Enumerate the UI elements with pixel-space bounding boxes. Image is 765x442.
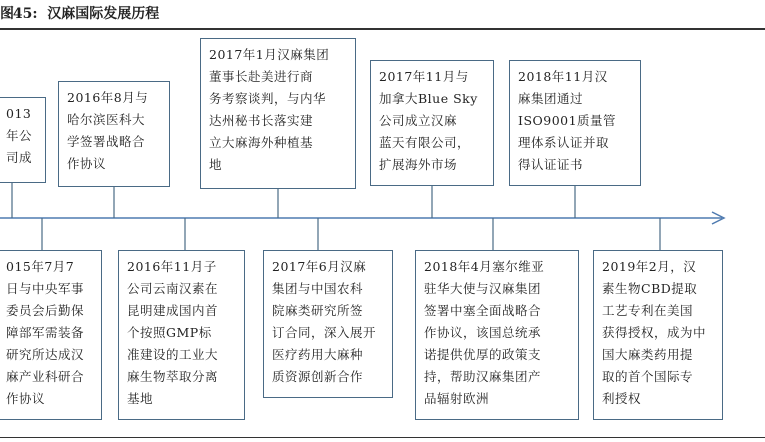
event-box-top — [370, 60, 494, 186]
event-box-top — [58, 81, 170, 187]
event-text: 2017年1月汉麻集团 董事长赴美进行商 务考察谈判，与内华 达州秘书长落实建 立大麻海外种植基 地 — [209, 47, 330, 172]
event-text: 2016年11月子 公司云南汉素在 昆明建成国内首 个按照GMP标 准建设的工业大 麻生物萃取分离 基地 — [127, 259, 219, 406]
event-text: 2018年4月塞尔维亚 驻华大使与汉麻集团 签署中塞全面战略合 作协议，该国总统承 诺提供优厚的政策支 持，帮助汉麻集团产 品辐射欧洲 — [424, 259, 545, 406]
event-box-bottom — [0, 250, 102, 420]
event-text: 2019年2月，汉 素生物CBD提取 工艺专利在美国 获得授权，成为中 国大麻类药用提 取的首个国际专 利授权 — [602, 259, 707, 406]
event-box-bottom — [118, 250, 245, 420]
figure-prefix: 图 — [0, 6, 14, 22]
event-box-bottom — [263, 250, 393, 398]
event-text: 2017年11月与 加拿大Blue Sky 公司成立汉麻 蓝天有限公司， 扩展海外市场 — [379, 69, 478, 172]
event-text: 2016年8月与 哈尔滨医科大 学签署战略合 作协议 — [67, 90, 149, 171]
event-box-top — [509, 60, 641, 186]
event-box-top — [0, 97, 46, 183]
event-box-bottom — [593, 250, 723, 420]
event-box-bottom — [415, 250, 579, 420]
event-text: 015年7月7 日与中央军事 委员会后勤保 障部军需装备 研究所达成汉 麻产业科研合 作协议 — [6, 259, 85, 406]
figure-title-text: 汉麻国际发展历程 — [47, 6, 160, 22]
bottom-rule — [0, 437, 765, 438]
event-text: 013 年公 司成 — [6, 106, 33, 165]
event-box-top — [200, 38, 356, 189]
event-text: 2017年6月汉麻 集团与中国农科 院麻类研究所签 订合同，深入展开 医疗药用大麻种 质资源创新合作 — [272, 259, 377, 384]
figure-number: 45: — [12, 6, 38, 22]
event-text: 2018年11月汉 麻集团通过 ISO9001质量管 理体系认证并取 得认证证书 — [518, 69, 617, 172]
